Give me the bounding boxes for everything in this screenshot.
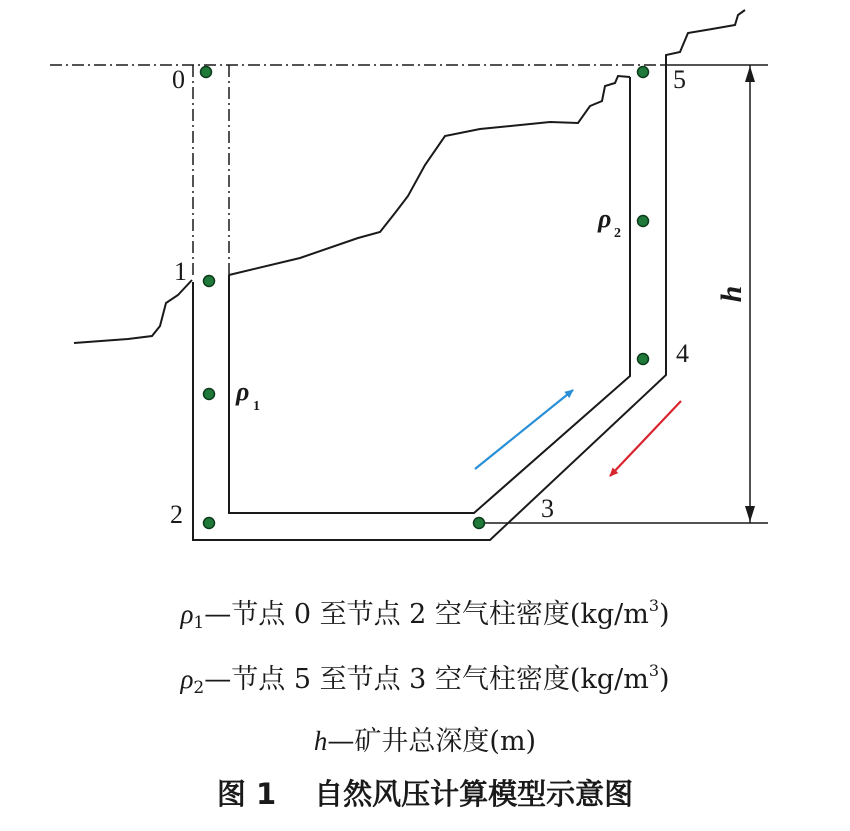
ground-surface-left [74,280,192,343]
node-1 [204,276,215,287]
legend-rho1-close: ) [659,599,670,630]
node-label-3: 3 [541,494,554,523]
return-airflow-arrow [610,401,681,476]
legend-rho1-sub: 1 [193,613,205,633]
rho2-symbol: ρ [598,204,612,233]
rho2-subscript: 2 [614,226,621,241]
figure-number: 图 1 [216,777,277,811]
legend-rho2-symbol: ρ [180,664,194,694]
node-label-5: 5 [673,65,686,94]
legend-depth-symbol: h [313,726,328,756]
rho1-subscript: 1 [253,399,260,414]
legend-rho2-sub: 2 [193,678,205,698]
depth-arrow-bottom [745,506,755,522]
legend-rho2-unit-exp: 3 [648,661,659,680]
legend-rho1-symbol: ρ [180,599,194,629]
node-label-2: 2 [170,500,183,529]
legend-rho1-text: —节点 0 至节点 2 空气柱密度( [204,599,581,630]
airway-inner-wall [229,77,630,513]
node-label-0: 0 [172,65,185,94]
legend-rho2-unit: kg/m [580,664,649,695]
node-2 [204,518,215,529]
node-mid-intake [204,389,215,400]
figure-caption [0,772,850,813]
node-3 [474,518,485,529]
legend-rho2 [0,657,850,698]
legend-rho1-unit: kg/m [580,599,649,630]
legend-rho1 [0,592,850,633]
depth-label: h [715,285,748,303]
legend-rho1-unit-exp: 3 [648,596,659,615]
legend-rho2-text: —节点 5 至节点 3 空气柱密度( [204,664,581,695]
intake-shaft-outer-wall [193,65,666,540]
figure-title: 自然风压计算模型示意图 [314,777,634,811]
rho1-symbol: ρ [236,377,250,406]
node-mid-return [638,216,649,227]
node-5 [638,67,649,78]
legend-depth-text: —矿井总深度(m) [327,726,537,757]
ground-surface-right [666,10,745,65]
node-label-1: 1 [174,257,187,286]
node-4 [638,354,649,365]
depth-arrow-top [745,66,755,82]
intake-airflow-arrow [475,390,573,469]
ground-surface-main [229,76,630,275]
node-label-4: 4 [676,339,689,368]
legend-depth [0,719,850,758]
node-0 [201,67,212,78]
legend-rho2-close: ) [659,664,670,695]
